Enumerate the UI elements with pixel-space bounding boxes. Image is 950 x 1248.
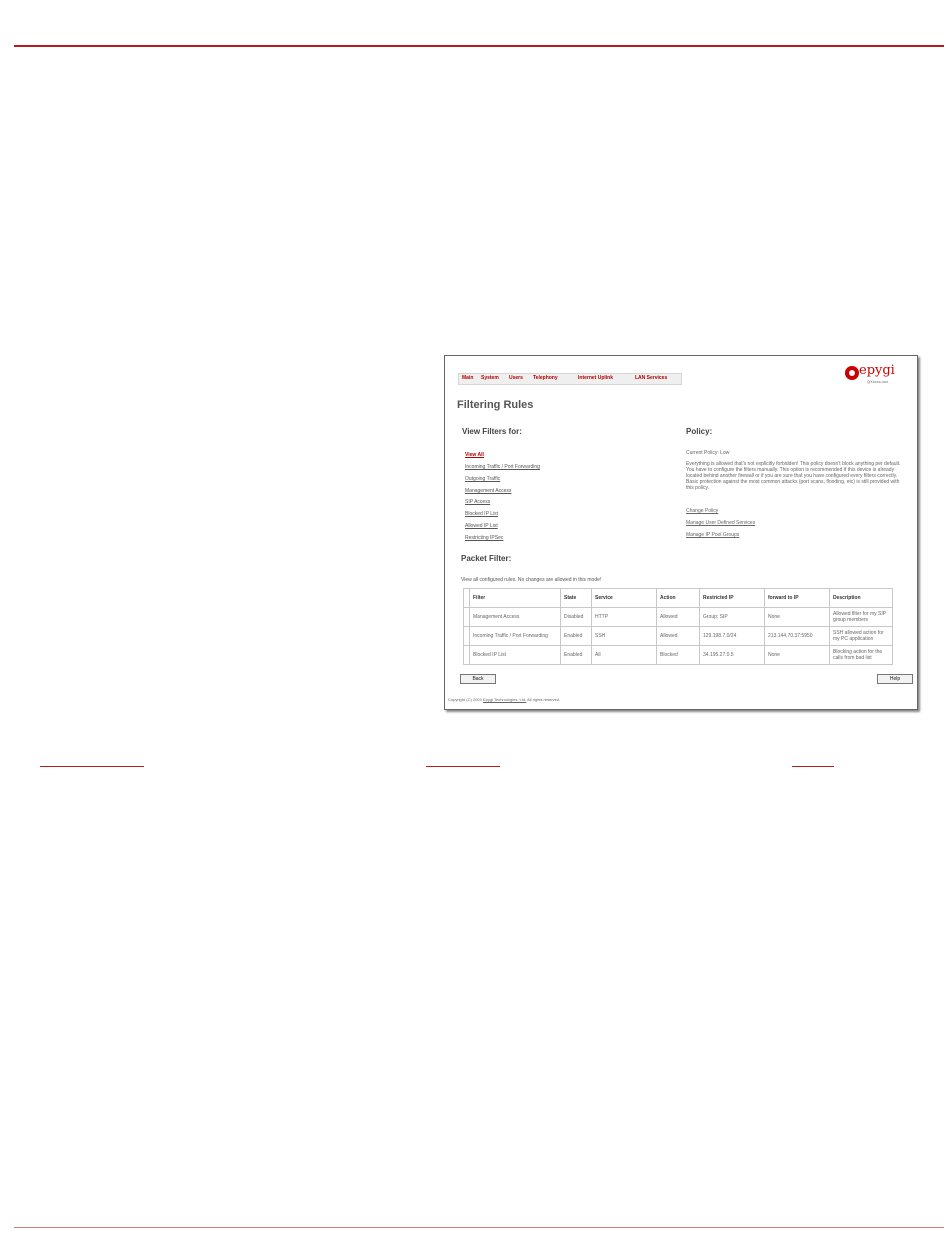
table-cell-forward-ip: 213.144.70.37:5950 [765,627,830,646]
table-cell-state: Enabled [561,627,592,646]
table-cell-restricted-ip: Group: SIP [700,608,765,627]
filter-link-restricting-ipsec[interactable]: Restricting IPSec [465,535,504,541]
table-cell-action: Allowed [657,608,700,627]
table-row [464,646,893,665]
filter-link-allowed-ip[interactable]: Allowed IP List [465,523,498,529]
screenshot-figure [444,355,918,710]
copyright-footer [448,697,560,702]
page-title: Filtering Rules [457,399,534,411]
table-cell-filter: Management Access [470,608,561,627]
nav-telephony[interactable]: Telephony [533,375,558,381]
packet-filter-table [463,588,893,665]
footer-link-underline[interactable] [40,766,144,767]
table-header-service: Service [592,589,657,608]
nav-main[interactable]: Main [462,375,474,381]
footer-rule [14,1227,944,1228]
table-cell-description: Allowed filter for my SIP group members [830,608,893,627]
copyright-prefix: Copyright (C) 2003 [448,697,482,702]
nav-lan-services[interactable]: LAN Services [635,375,668,381]
packet-filter-note: View all configured rules. No changes are allowed in this mode! [461,577,602,583]
filter-link-management-access[interactable]: Management Access [465,488,512,494]
logo-model: QXxxxx-xxx [867,379,889,384]
table-cell-filter: Blocked IP List [470,646,561,665]
back-button[interactable]: Back [460,674,496,684]
table-cell-forward-ip: None [765,646,830,665]
nav-system[interactable]: System [481,375,499,381]
table-cell-forward-ip: None [765,608,830,627]
table-header-restricted-ip: Restricted IP [700,589,765,608]
table-cell-description: Blocking action for the calls from bad list [830,646,893,665]
table-cell-service: HTTP [592,608,657,627]
filter-link-incoming-traffic[interactable]: Incoming Traffic / Port Forwarding [465,464,540,470]
table-header-state: State [561,589,592,608]
logo-icon [845,366,859,380]
nav-internet-uplink[interactable]: Internet Uplink [578,375,614,381]
filter-link-blocked-ip[interactable]: Blocked IP List [465,511,498,517]
table-cell-action: Allowed [657,627,700,646]
footer-link-underline[interactable] [792,766,834,767]
table-header-filter: Filter [470,589,561,608]
table-cell-service: SSH [592,627,657,646]
epygi-logo [845,363,915,389]
filter-link-sip-access[interactable]: SIP Access [465,499,491,505]
table-header-action: Action [657,589,700,608]
filter-link-view-all[interactable]: View All [465,452,484,458]
nav-users[interactable]: Users [509,375,523,381]
table-cell-restricted-ip: 129.198.7.0/24 [700,627,765,646]
table-header-forward-ip: forward to IP [765,589,830,608]
table-cell-service: All [592,646,657,665]
footer-link-underline[interactable] [426,766,500,767]
view-filters-heading: View Filters for: [462,427,522,436]
packet-filter-heading: Packet Filter: [461,554,512,563]
policy-description: Everything is allowed that's not explicitly forbidden! This policy doesn't block anything per default. You have to configure the filters manually. This option is recommended if this device is already located behind another firewall or if you are sure that you have configured every filters correctly. Basic protection against the most common attacks (port scans, flooding, etc) is still provided with this policy. [686,461,901,491]
table-cell-action: Blocked [657,646,700,665]
copyright-suffix: All rights reserved. [527,697,561,702]
filter-link-outgoing-traffic[interactable]: Outgoing Traffic [465,476,501,482]
table-cell-state: Enabled [561,646,592,665]
policy-current: Current Policy: Low [686,450,730,456]
table-cell-state: Disabled [561,608,592,627]
manage-ip-pool-link[interactable]: Manage IP Pool Groups [686,532,740,538]
logo-brand: epygi [859,363,895,378]
table-header-row [464,589,893,608]
manage-services-link[interactable]: Manage User Defined Services [686,520,756,526]
help-button[interactable]: Help [877,674,913,684]
table-cell-restricted-ip: 34.195.27.0.5 [700,646,765,665]
company-link[interactable]: Epygi Technologies, Ltd. [482,697,527,702]
table-row [464,627,893,646]
change-policy-link[interactable]: Change Policy [686,508,719,514]
table-cell-filter: Incoming Traffic / Port Forwarding [470,627,561,646]
table-row [464,608,893,627]
top-navigation [458,373,682,385]
policy-heading: Policy: [686,427,713,436]
header-rule [14,45,944,47]
table-header-description: Description [830,589,893,608]
table-cell-description: SSH allowed action for my PC application [830,627,893,646]
